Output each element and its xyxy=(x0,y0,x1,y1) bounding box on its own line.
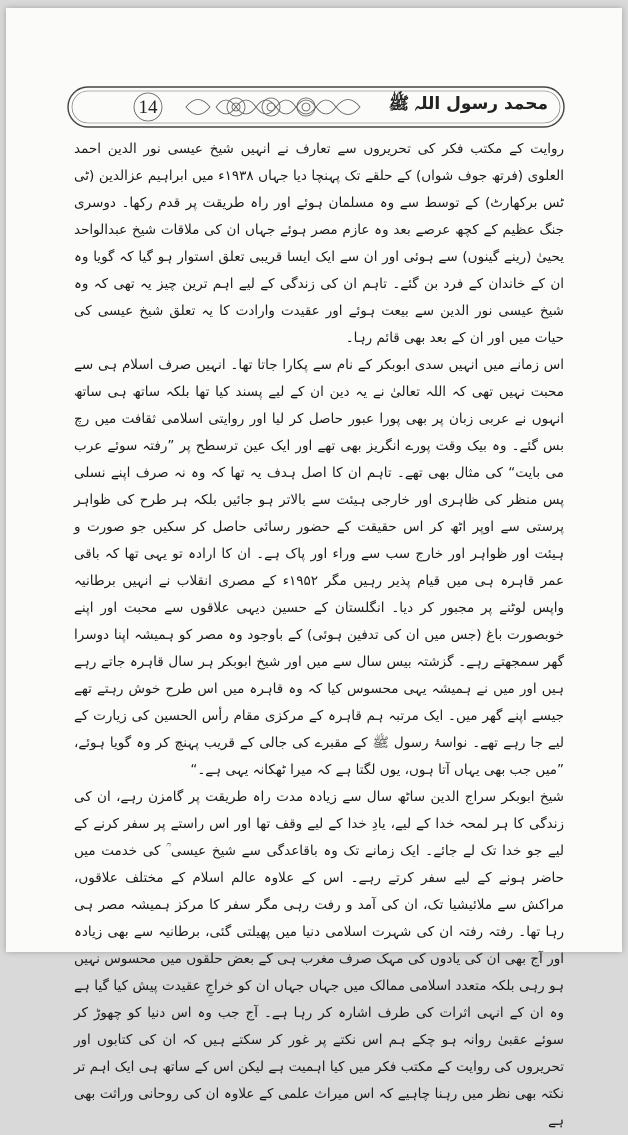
paragraph-3: شیخ ابوبکر سراج الدین ساٹھ سال سے زیادہ مدت راہ طریقت پر گامزن رہے، ان کی زندگی کا ہر لمحہ خدا کے لیے، یادِ خدا کے لیے وقف تھا اور اس راستے پر سفر کرنے کے لیے جو خدا تک لے جائے۔ ایک زمانے تک وہ باقاعدگی سے شیخ عیسی ؒ کی خدمت میں حاضر ہونے کے لیے سفر کرتے رہے۔ اس کے علاوہ عالم اسلام کے مختلف علاقوں، مراکش سے ملائیشیا تک، ان کی آمد و رفت رہی مگر سفر کا مرکز ہمیشہ مصر ہی رہا تھا۔ رفتہ رفتہ ان کی شہرت اسلامی دنیا میں پھیلتی گئی، برطانیہ سے بھی زیادہ اور آج بھی ان کی یادوں کی مہک صرف مغرب ہی کے بعض حلقوں میں محسوس نہیں ہو رہی بلکہ متعدد اسلامی ممالک میں جہاں جہاں ان کو خراجِ عقیدت پیش کیا گیا ہے وہ ان کے انہی اثرات کی طرف اشارہ کر رہا ہے۔ آج جب وہ اس دنیا کو چھوڑ کر سوئے عقبیٰ روانہ ہو چکے ہم اس نکتے پر غور کر سکتے ہیں کہ ان کی کتابوں اور تحریروں کی روایت کے مکتب فکر میں کیا اہمیت ہے لیکن اس کے ساتھ ہی ایک اہم تر نکتہ بھی نظر میں رہنا چاہیے کہ اس میراث علمی کے علاوہ ان کی روحانی وراثت بھی ہے xyxy=(74,789,564,1129)
paragraph-1: روایت کے مکتب فکر کی تحریروں سے تعارف نے انہیں شیخ عیسی نور الدین احمد العلوی (فرتھ جوف شواں) کے حلقے تک پہنچا دیا جہاں ۱۹۳۸ء میں ابراہیم عزالدین (ٹی ٹس برکھارٹ) کے توسط سے وہ مسلمان ہوئے اور راہ طریقت پر قدم رکھا۔ دوسری جنگ عظیم کے کچھ عرصے بعد وہ عازم مصر ہوئے جہاں ان کی ملاقات شیخ عبدالواحد یحییٰ (رینے گینوں) سے ہوئی اور ان سے ایک ایسا قریبی تعلق استوار ہو گیا کہ گویا وہ ان کے خاندان کے فرد بن گئے۔ تاہم ان کی زندگی کے لیے اہم ترین چیز یہ تھی کہ وہ شیخ عیسی نور الدین سے بیعت ہوئے اور عقیدت وارادت کا یہ تعلق شیخ عیسی کی حیات میں اور ان کے بعد بھی قائم رہا۔ xyxy=(74,141,564,346)
book-page xyxy=(6,8,622,1129)
running-title: محمد رسول اللہ ﷺ xyxy=(388,94,548,114)
arabesque-ornament xyxy=(186,98,360,116)
page-header xyxy=(66,83,566,133)
paragraph-2: اس زمانے میں انہیں سدی ابوبکر کے نام سے پکارا جاتا تھا۔ انہیں صرف اسلام ہی سے محبت نہیں تھی کہ اللہ تعالیٰ نے یہ دین ان کے لیے پسند کیا تھا بلکہ ساتھ ہی ساتھ انہوں نے عربی زبان پر بھی پورا عبور حاصل کر لیا اور روایتی اسلامی ثقافت میں رچ بس گئے۔ وہ بیک وقت پورے انگریز بھی تھے اور ایک عین ترسطح پر ”رفتہ سوئے عرب می بایت“ کی مثال بھی تھے۔ تاہم ان کا اصل ہدف یہ تھا کہ وہ نہ صرف اپنے نسلی پس منظر کی ظاہری اور خارجی ہیئت سے بالاتر ہو جائیں بلکہ ہر طرح کی ظواہر پرستی سے اوپر اٹھ کر اس حقیقت کے حضور رسائی حاصل کر سکیں جو صورت و ہیئت اور ظواہر اور خارج سب سے وراء اور پاک ہے۔ ان کا ارادہ تو یہی تھا کہ باقی عمر قاہرہ ہی میں قیام پذیر رہیں مگر ۱۹۵۲ء کے مصری انقلاب نے انہیں برطانیہ واپس لوٹنے پر مجبور کر دیا۔ انگلستان کے حسین دیہی علاقوں سے محبت اور اپنے خوبصورت باغ (جس میں ان کی تدفین ہوئی) کے باوجود وہ مصر کو ہمیشہ اپنا دوسرا گھر سمجھتے رہے۔ گزشتہ بیس سال سے میں اور شیخ ابوبکر ہر سال قاہرہ جاتے رہے ہیں اور میں نے ہمیشہ یہی محسوس کیا کہ وہ قاہرہ میں اس طرح خوش رہتے تھے جیسے اپنے گھر میں۔ ایک مرتبہ ہم قاہرہ کے مرکزی مقام رأس الحسین کی زیارت کے لیے جا رہے تھے۔ نواسۂ رسول ﷺ کے مقبرے کی جالی کے قریب پہنچ کر وہ گویا ہوئے، ”میں جب بھی یہاں آتا ہوں، یوں لگتا ہے کہ میرا ٹھکانہ یہی ہے۔“ xyxy=(74,357,564,778)
page-number: 14 xyxy=(138,97,158,118)
body-text xyxy=(74,136,564,1135)
